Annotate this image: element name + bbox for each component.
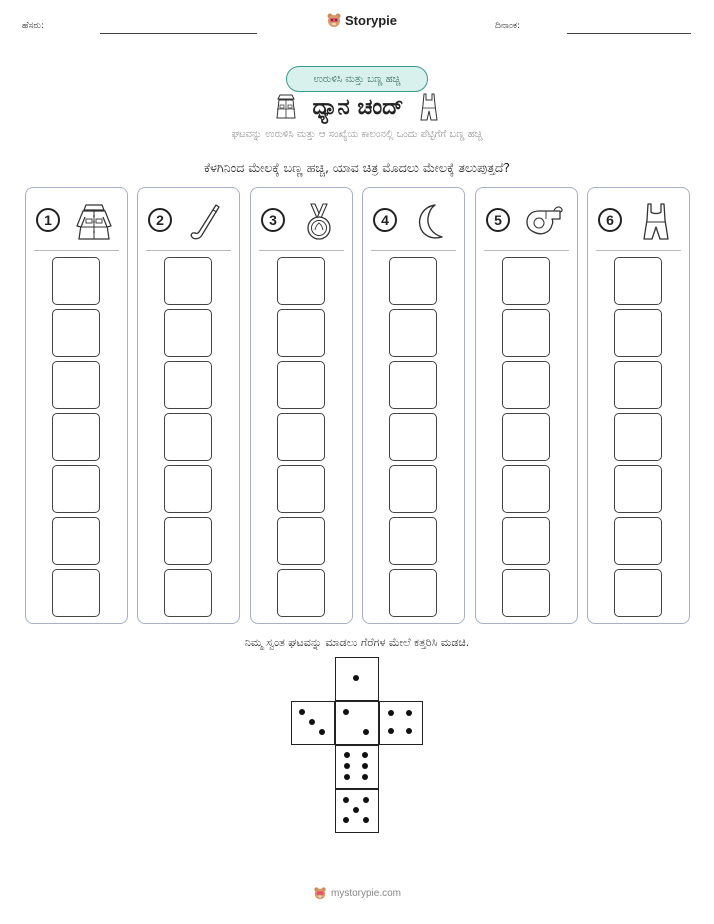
column-divider: [596, 250, 681, 251]
column-4: [362, 187, 465, 624]
pip: [362, 763, 368, 769]
color-box[interactable]: [52, 361, 100, 409]
whistle-icon: [522, 202, 566, 242]
sports-jersey-icon: [634, 202, 678, 242]
bear-logo-icon: [313, 886, 327, 900]
color-box[interactable]: [52, 465, 100, 513]
column-1: [25, 187, 128, 624]
column-divider: [371, 250, 456, 251]
pip: [309, 719, 315, 725]
color-box[interactable]: [614, 309, 662, 357]
brand-logo: [326, 12, 397, 28]
color-box[interactable]: [277, 413, 325, 461]
column-5: [475, 187, 578, 624]
column-6: [587, 187, 690, 624]
color-box[interactable]: [52, 257, 100, 305]
pip: [343, 797, 349, 803]
question: ಕೆಳಗಿನಿಂದ ಮೇಲಕ್ಕೆ ಬಣ್ಣ ಹಚ್ಚಿ, ಯಾವ ಚಿತ್ರ ಮೊದಲು ಮೇಲಕ್ಕೆ ತಲುಪುತ್ತದೆ?: [203, 160, 511, 175]
bear-logo-icon: [326, 12, 342, 28]
footer: [0, 886, 714, 900]
hockey-stick-icon: [184, 202, 228, 242]
color-box[interactable]: [389, 465, 437, 513]
color-box[interactable]: [164, 309, 212, 357]
column-3: [250, 187, 353, 624]
column-number: 1: [36, 208, 60, 232]
color-box[interactable]: [614, 413, 662, 461]
pip: [343, 817, 349, 823]
color-box[interactable]: [277, 517, 325, 565]
color-box[interactable]: [277, 257, 325, 305]
crescent-moon-icon: [409, 202, 453, 242]
color-box[interactable]: [52, 517, 100, 565]
column-2: [137, 187, 240, 624]
color-box[interactable]: [502, 257, 550, 305]
column-header: [251, 200, 352, 244]
name-label: ಹೆಸರು:: [22, 21, 45, 31]
color-box[interactable]: [164, 465, 212, 513]
column-header: [588, 200, 689, 244]
pip: [344, 752, 350, 758]
color-box[interactable]: [614, 465, 662, 513]
color-box[interactable]: [389, 361, 437, 409]
color-box[interactable]: [502, 569, 550, 617]
title-row: [0, 92, 714, 122]
brand-name: Storypie: [345, 12, 398, 28]
color-box[interactable]: [164, 569, 212, 617]
column-divider: [484, 250, 569, 251]
color-box[interactable]: [389, 569, 437, 617]
pip: [363, 817, 369, 823]
pip: [343, 709, 349, 715]
color-box[interactable]: [164, 413, 212, 461]
army-uniform-icon: [72, 202, 116, 242]
pip: [344, 774, 350, 780]
pip: [353, 675, 359, 681]
pip: [363, 797, 369, 803]
column-number: 5: [486, 208, 510, 232]
pip: [319, 729, 325, 735]
pip: [353, 807, 359, 813]
column-number: 3: [261, 208, 285, 232]
dice-face-3: [291, 701, 335, 745]
column-number: 4: [373, 208, 397, 232]
column-divider: [146, 250, 231, 251]
color-box[interactable]: [389, 257, 437, 305]
column-header: [138, 200, 239, 244]
name-line[interactable]: [100, 33, 257, 34]
color-box[interactable]: [277, 465, 325, 513]
army-uniform-icon: [274, 92, 298, 122]
column-header: [363, 200, 464, 244]
color-box[interactable]: [389, 517, 437, 565]
color-box[interactable]: [52, 413, 100, 461]
dice-face-6: [335, 745, 379, 789]
pip: [299, 709, 305, 715]
sports-jersey-icon: [418, 92, 440, 122]
color-box[interactable]: [614, 361, 662, 409]
pip: [388, 728, 394, 734]
column-header: [26, 200, 127, 244]
dice-instruction: ನಿಮ್ಮ ಸ್ವಂತ ಘಟವನ್ನು ಮಾಡಲು ಗೆರೆಗಳ ಮೇಲೆ ಕತ್ತರಿಸಿ ಮಡಚಿ.: [244, 636, 470, 649]
medal-icon: [297, 202, 341, 242]
color-box[interactable]: [52, 309, 100, 357]
column-header: [476, 200, 577, 244]
dice-face-5: [335, 789, 379, 833]
color-box[interactable]: [164, 257, 212, 305]
date-label: ದಿನಾಂಕ:: [495, 21, 521, 31]
pip: [363, 729, 369, 735]
column-number: 6: [598, 208, 622, 232]
color-box[interactable]: [389, 309, 437, 357]
color-box[interactable]: [502, 465, 550, 513]
color-box[interactable]: [614, 569, 662, 617]
activity-tag: ಉರುಳಿಸಿ ಮತ್ತು ಬಣ್ಣ ಹಚ್ಚಿ: [286, 66, 428, 92]
color-box[interactable]: [502, 361, 550, 409]
color-box[interactable]: [614, 257, 662, 305]
color-box[interactable]: [277, 569, 325, 617]
color-box[interactable]: [389, 413, 437, 461]
footer-url[interactable]: mystorypie.com: [330, 887, 401, 899]
dice-face-2: [335, 701, 379, 745]
color-box[interactable]: [502, 309, 550, 357]
pip: [362, 752, 368, 758]
color-box[interactable]: [164, 361, 212, 409]
color-box[interactable]: [277, 361, 325, 409]
page-title: ಧ್ಯಾನ ಚಂದ್: [312, 94, 404, 120]
pip: [388, 710, 394, 716]
pip: [406, 710, 412, 716]
color-box[interactable]: [502, 517, 550, 565]
date-line[interactable]: [567, 33, 691, 34]
color-box[interactable]: [52, 569, 100, 617]
dice-face-4: [379, 701, 423, 745]
column-divider: [34, 250, 119, 251]
column-divider: [259, 250, 344, 251]
pip: [406, 728, 412, 734]
dice-face-1: [335, 657, 379, 701]
column-number: 2: [148, 208, 172, 232]
color-box[interactable]: [164, 517, 212, 565]
pip: [362, 774, 368, 780]
color-box[interactable]: [502, 413, 550, 461]
subtitle: ಘಟವನ್ನು ಉರುಳಿಸಿ ಮತ್ತು ಆ ಸಂಖ್ಯೆಯ ಕಾಲಂನಲ್ಲಿ ಒಂದು ಪೆಟ್ಟಿಗೆಗೆ ಬಣ್ಣ ಹಚ್ಚಿ: [231, 129, 483, 140]
pip: [344, 763, 350, 769]
color-box[interactable]: [614, 517, 662, 565]
color-box[interactable]: [277, 309, 325, 357]
